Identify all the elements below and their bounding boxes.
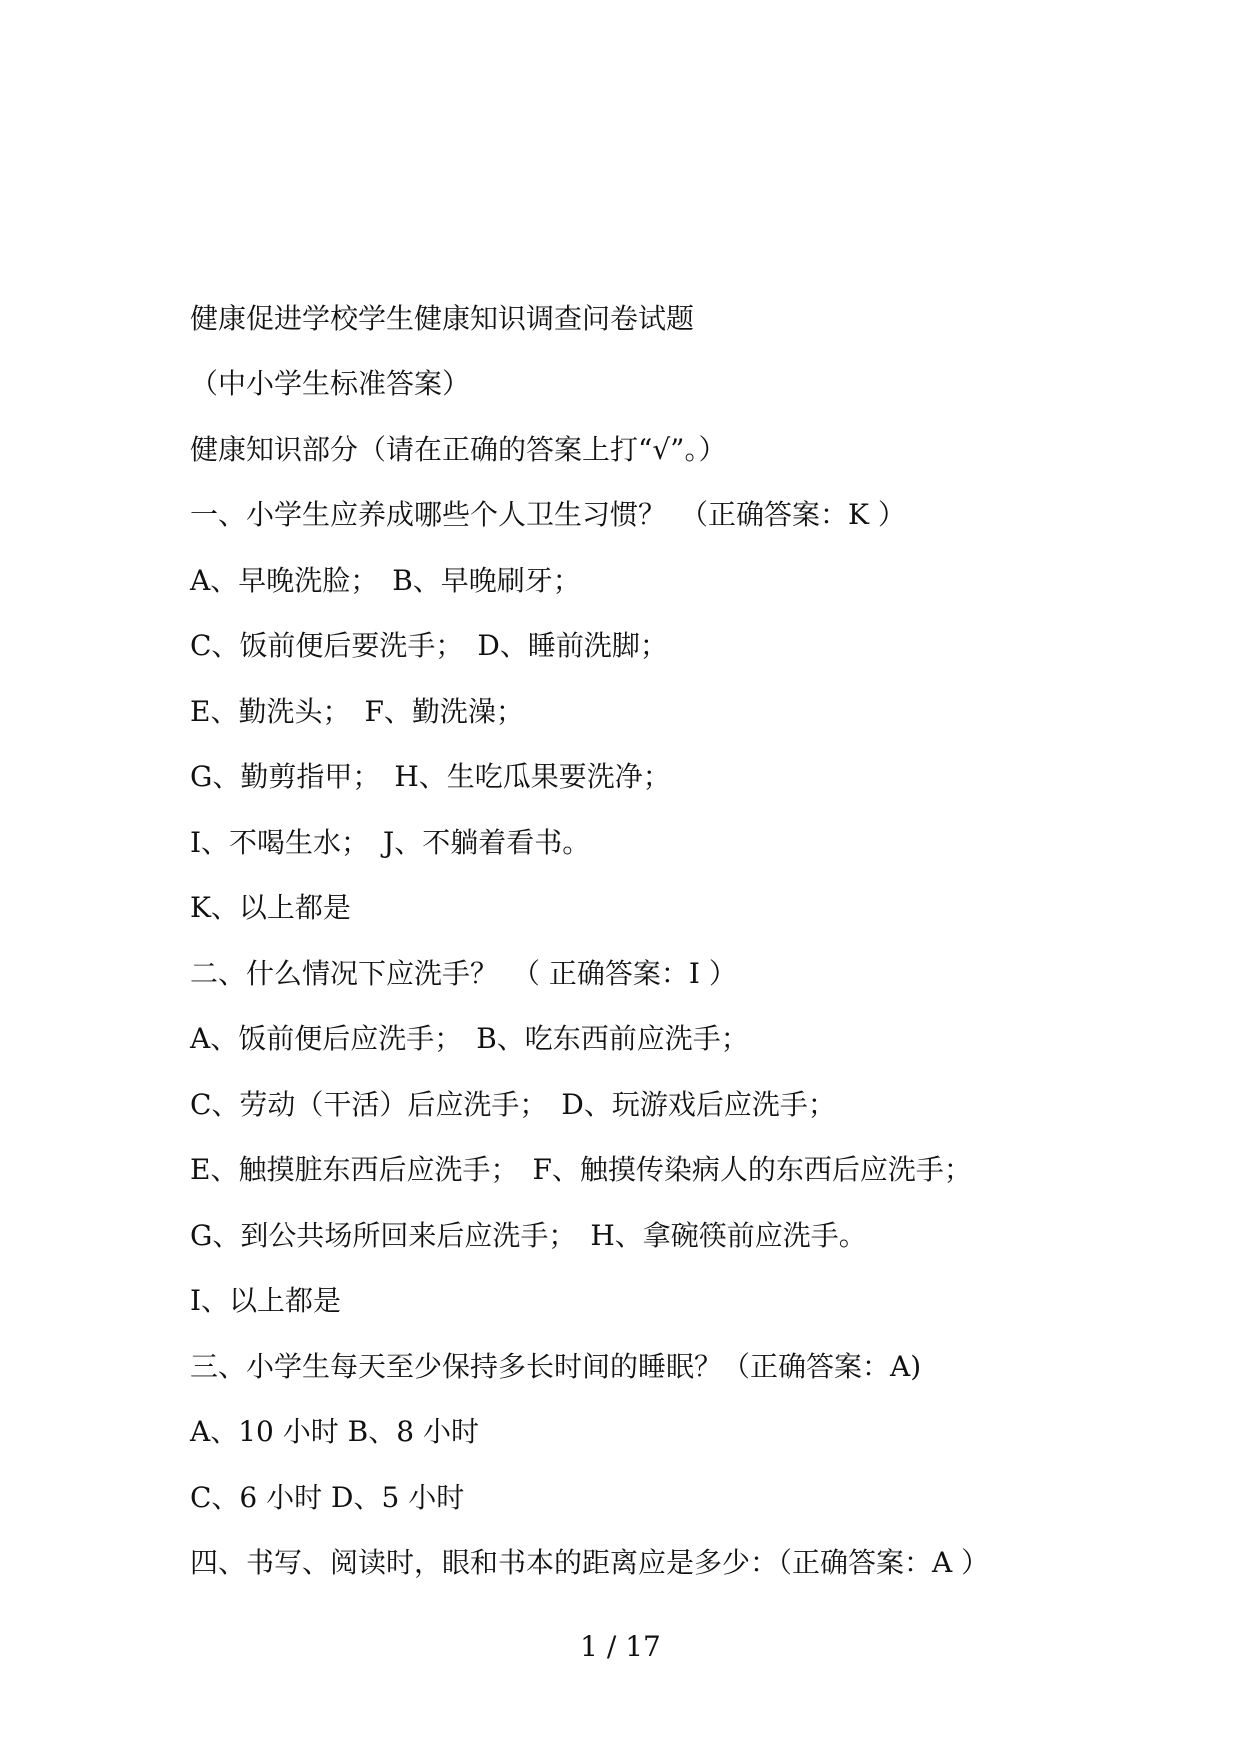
option-line: I、不喝生水； J、不躺着看书。: [190, 826, 591, 859]
option-line: G、勤剪指甲； H、生吃瓜果要洗净；: [190, 760, 671, 793]
document-title: 健康促进学校学生健康知识调查问卷试题: [190, 302, 695, 335]
question-3: 三、小学生每天至少保持多长时间的睡眠？（正确答案：A): [190, 1350, 922, 1383]
option-line: C、劳动（干活）后应洗手； D、玩游戏后应洗手；: [190, 1088, 836, 1121]
option-line: K、以上都是: [190, 891, 351, 924]
question-4: 四、书写、阅读时，眼和书本的距离应是多少：（正确答案：A ）: [190, 1546, 990, 1579]
page-number: 1 / 17: [580, 1630, 661, 1663]
option-line: A、早晚洗脸； B、早晚刷牙；: [190, 564, 581, 597]
question-2: 二、什么情况下应洗手？ （ 正确答案：I ）: [190, 957, 737, 990]
option-line: A、10 小时 B、8 小时: [190, 1415, 479, 1448]
option-line: E、触摸脏东西后应洗手； F、触摸传染病人的东西后应洗手；: [190, 1153, 972, 1186]
option-line: A、饭前便后应洗手； B、吃东西前应洗手；: [190, 1022, 749, 1055]
instruction-text: 健康知识部分（请在正确的答案上打“√”。）: [190, 433, 727, 466]
option-line: I、以上都是: [190, 1284, 342, 1317]
question-1: 一、小学生应养成哪些个人卫生习惯？ （正确答案：K ）: [190, 498, 906, 531]
option-line: C、饭前便后要洗手； D、睡前洗脚；: [190, 629, 668, 662]
option-line: C、6 小时 D、5 小时: [190, 1481, 465, 1514]
option-line: G、到公共场所回来后应洗手； H、拿碗筷前应洗手。: [190, 1219, 867, 1252]
document-subtitle: （中小学生标准答案）: [190, 367, 471, 400]
option-line: E、勤洗头； F、勤洗澡；: [190, 695, 524, 728]
